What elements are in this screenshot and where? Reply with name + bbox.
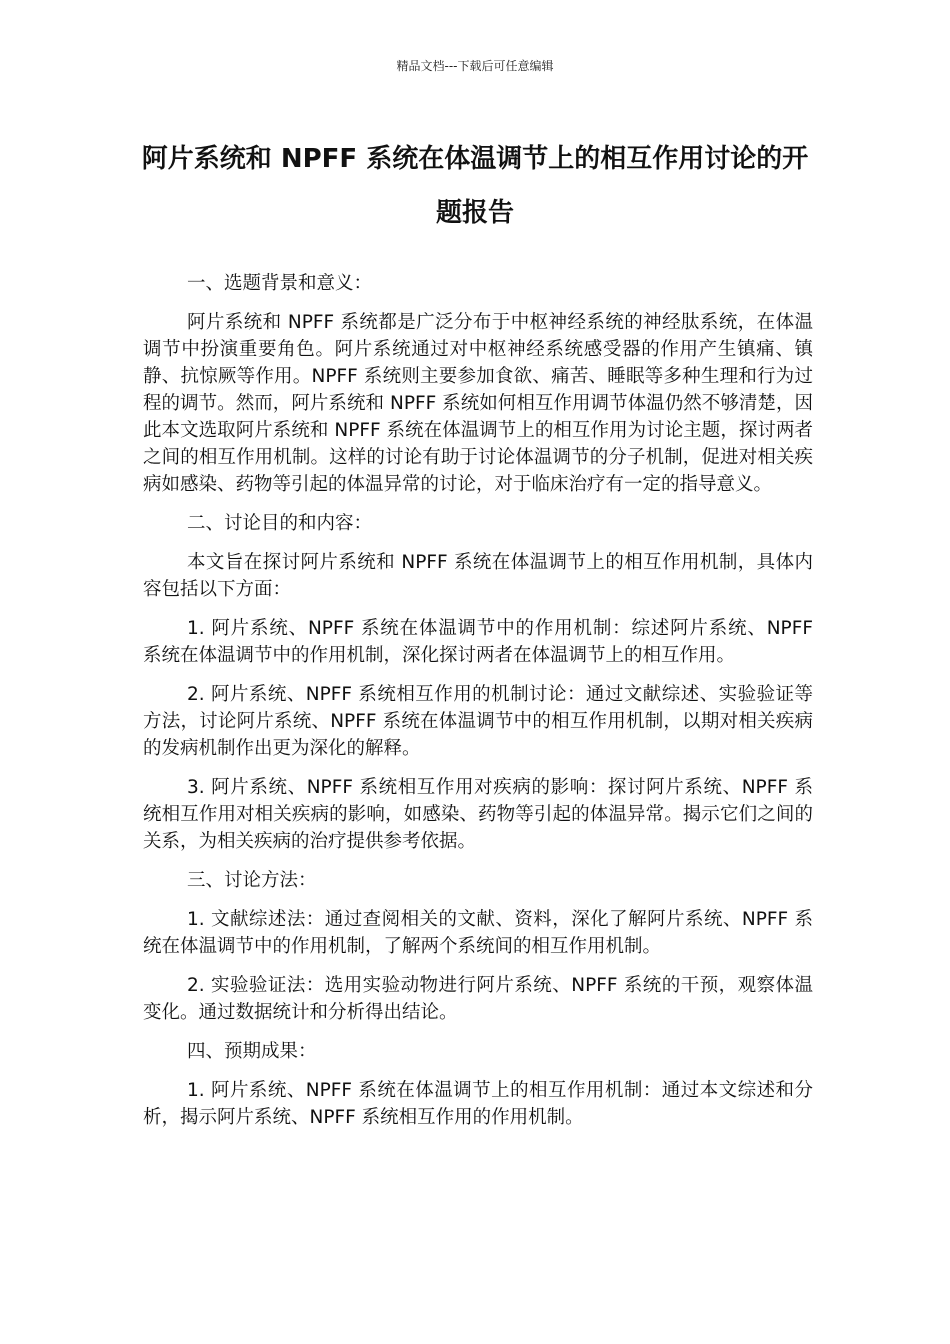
page-header: 精品文档---下载后可任意编辑 bbox=[396, 59, 554, 73]
section-heading: 四、预期成果： bbox=[187, 1041, 317, 1062]
list-item-paragraph: 1. 阿片系统、NPFF 系统在体温调节中的作用机制：综述阿片系统、NPFF 系统在体温调节中的作用机制，深化探讨两者在体温调节上的相互作用。 bbox=[143, 618, 813, 666]
section-objectives bbox=[143, 510, 813, 855]
list-item-paragraph: 2. 实验验证法：选用实验动物进行阿片系统、NPFF 系统的干预，观察体温变化。通过数据统计和分析得出结论。 bbox=[143, 975, 813, 1023]
section-background bbox=[143, 270, 813, 498]
body-paragraph: 本文旨在探讨阿片系统和 NPFF 系统在体温调节上的相互作用机制，具体内容包括以下方面： bbox=[143, 552, 813, 600]
document-title: 阿片系统和 NPFF 系统在体温调节上的相互作用讨论的开题报告 bbox=[141, 144, 809, 228]
document-body bbox=[143, 270, 813, 1143]
section-expected-results bbox=[143, 1038, 813, 1131]
section-heading: 三、讨论方法： bbox=[187, 870, 317, 891]
section-methods bbox=[143, 867, 813, 1026]
list-item-paragraph: 3. 阿片系统、NPFF 系统相互作用对疾病的影响：探讨阿片系统、NPFF 系统相互作用对相关疾病的影响，如感染、药物等引起的体温异常。揭示它们之间的关系，为相关疾病的治疗提供参考依据。 bbox=[143, 777, 813, 852]
section-heading: 二、讨论目的和内容： bbox=[187, 513, 373, 534]
list-item-paragraph: 2. 阿片系统、NPFF 系统相互作用的机制讨论：通过文献综述、实验验证等方法，讨论阿片系统、NPFF 系统在体温调节中的相互作用机制，以期对相关疾病的发病机制作出更为深化的解释。 bbox=[143, 684, 813, 759]
list-item-paragraph: 1. 文献综述法：通过查阅相关的文献、资料，深化了解阿片系统、NPFF 系统在体温调节中的作用机制，了解两个系统间的相互作用机制。 bbox=[143, 909, 813, 957]
list-item-paragraph: 1. 阿片系统、NPFF 系统在体温调节上的相互作用机制：通过本文综述和分析，揭示阿片系统、NPFF 系统相互作用的作用机制。 bbox=[143, 1080, 813, 1128]
section-heading: 一、选题背景和意义： bbox=[187, 273, 373, 294]
body-paragraph: 阿片系统和 NPFF 系统都是广泛分布于中枢神经系统的神经肽系统，在体温调节中扮演重要角色。阿片系统通过对中枢神经系统感受器的作用产生镇痛、镇静、抗惊厥等作用。NPFF 系统则主要参加食欲、痛苦、睡眠等多种生理和行为过程的调节。然而，阿片系统和 NPFF 系统如何相互作用调节体温仍然不够清楚，因此本文选取阿片系统和 NPFF 系统在体温调节上的相互作用为讨论主题，探讨两者之间的相互作用机制。这样的讨论有助于讨论体温调节的分子机制，促进对相关疾病如感染、药物等引起的体温异常的讨论，对于临床治疗有一定的指导意义。 bbox=[143, 312, 813, 495]
